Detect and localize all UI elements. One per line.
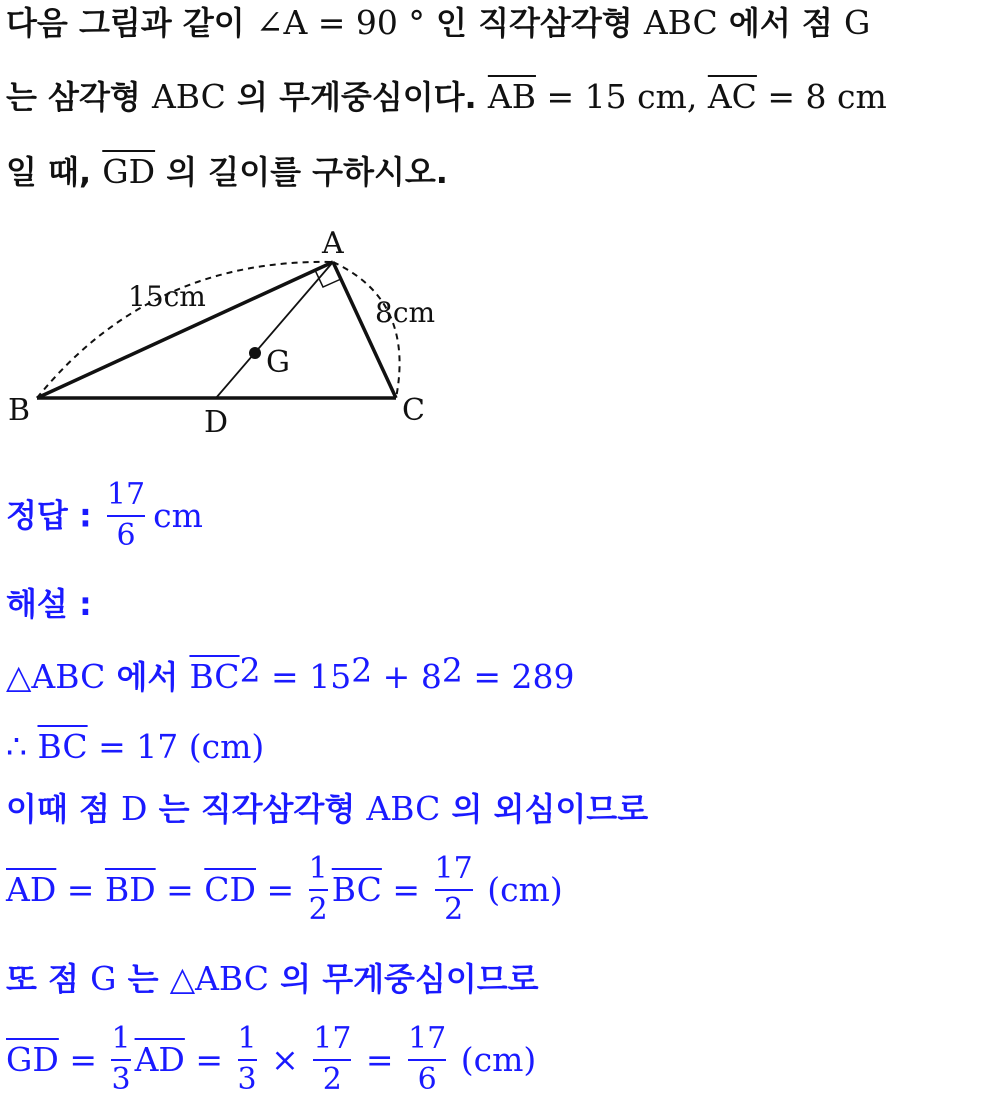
solution-label: 해설 :: [6, 585, 92, 623]
label-g: G: [266, 345, 290, 380]
triangle-figure: [0, 215, 460, 445]
problem-line-1: 다음 그림과 같이 ∠A = 90 ° 인 직각삼각형 ABC 에서 점 G: [6, 3, 871, 42]
fraction-seventeen-halves: $\frac{17}{2}$: [434, 851, 473, 927]
answer-line: 정답 : $\frac{17}{6}$ cm: [6, 477, 203, 553]
label-ab-length: 15cm: [128, 280, 206, 313]
answer-fraction: $\frac{17}{6}$: [106, 477, 146, 553]
fraction-seventeen-sixths: $\frac{17}{6}$: [408, 1021, 447, 1097]
solution-step-4: $\overline{AD} = \overline{BD} = \overline{CD}$ = $\frac{1}{2}$ $\overline{BC}$ = $\frac{17}{2}$ (cm): [6, 851, 563, 927]
fraction-seventeen-halves-b: $\frac{17}{2}$: [313, 1021, 352, 1097]
solution-step-1: △ABC 에서 $\overline{BC}^2 = 15^2 + 8^2 = 289$: [6, 650, 575, 696]
fraction-one-half: $\frac{1}{2}$: [308, 851, 328, 927]
label-a: A: [322, 226, 344, 261]
problem-line-2: 는 삼각형 ABC 의 무게중심이다. $\overline{AB} = 15$ cm, $\overline{AC} = 8$ cm: [6, 77, 887, 116]
label-b: B: [8, 393, 31, 428]
solution-step-5: 또 점 G 는 △ABC 의 무게중심이므로: [6, 959, 539, 998]
fraction-one-third-a: $\frac{1}{3}$: [111, 1021, 131, 1097]
solution-step-2: ∴ $\overline{BC} = 17$ (cm): [6, 727, 265, 766]
solution-step-6: $\overline{GD}$ = $\frac{1}{3}$ $\overline{AD}$ = $\frac{1}{3}$ × $\frac{17}{2}$ = $\frac{17}{6}$ (cm): [6, 1021, 537, 1097]
label-d: D: [204, 405, 229, 440]
centroid-point: [249, 347, 261, 359]
label-c: C: [402, 393, 425, 428]
fraction-one-third-b: $\frac{1}{3}$: [237, 1021, 257, 1097]
solution-step-3: 이때 점 D 는 직각삼각형 ABC 의 외심이므로: [6, 789, 649, 828]
label-ac-length: 8cm: [375, 296, 436, 329]
problem-line-3: 일 때, $\overline{GD}$ 의 길이를 구하시오.: [6, 152, 448, 191]
